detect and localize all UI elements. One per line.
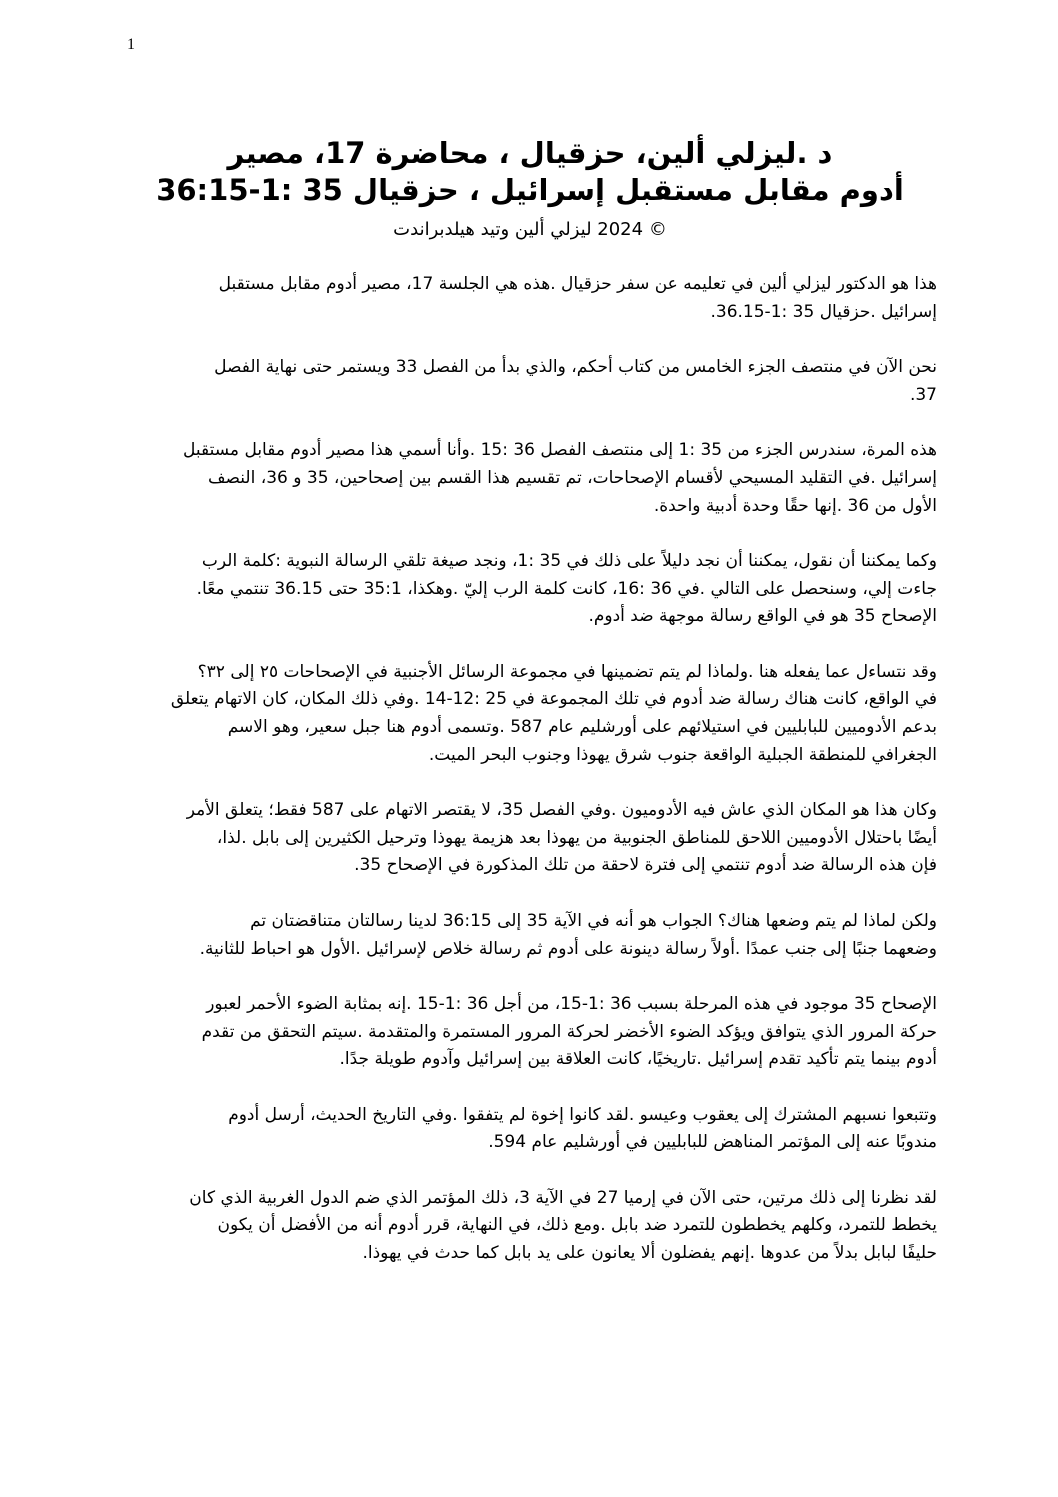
title-line: د .ليزلي ألين، حزقيال ، محاضرة 17، مصير — [227, 136, 833, 170]
paragraph — [150, 548, 937, 631]
paragraph-line: يخطط للتمرد، وكلهم يخططون للتمرد ضد بابل .ومع ذلك، في النهاية، قرر أدوم أنه من الأفضل أن يكون — [217, 1215, 937, 1236]
paragraph-line: حليفًا لبابل بدلاً من عدوها .إنهم يفضلون ألا يعانون على يد بابل كما حدث في يهوذا. — [362, 1243, 937, 1264]
paragraph-line: وتتبعوا نسبهم المشترك إلى يعقوب وعيسو .لقد كانوا إخوة لم يتفقوا .وفي التاريخ الحديث، أرسل أدوم — [228, 1104, 937, 1125]
paragraph-line: الجغرافي للمنطقة الجبلية الواقعة جنوب شرق يهوذا وجنوب البحر الميت. — [428, 744, 937, 765]
page-number: 1 — [127, 36, 135, 53]
paragraph — [150, 271, 937, 326]
paragraph-line: وكان هذا هو المكان الذي عاش فيه الأدوميون .وفي الفصل 35، لا يقتصر الاتهام على 587 فقط؛ يتعلق الأمر — [186, 800, 937, 821]
paragraph-line: حركة المرور الذي يتوافق ويؤكد الضوء الأخضر لحركة المرور المستمرة والمتقدمة .سيتم التحقق من تقدم — [201, 1021, 937, 1042]
paragraph-line: هذا هو الدكتور ليزلي ألين في تعليمه عن سفر حزقيال .هذه هي الجلسة 17، مصير أدوم مقابل مستقبل — [218, 274, 937, 294]
title-line: أدوم مقابل مستقبل إسرائيل ، حزقيال 35 :1-36:15 — [156, 173, 904, 207]
paragraph-line: الإصحاح 35 موجود في هذه المرحلة بسبب 36 :1-15، من أجل 36 :1-15 .إنه بمثابة الضوء الأحمر لعبور — [206, 993, 937, 1014]
paragraph — [150, 1185, 937, 1268]
paragraph-line: وقد نتساءل عما يفعله هنا .ولماذا لم يتم تضمينها في مجموعة الرسائل الأجنبية في الإصحاحات ٢٥ إلى ٣٢؟ — [197, 661, 937, 682]
paragraph-line: هذه المرة، سندرس الجزء من 35 :1 إلى منتصف الفصل 36 :15 .وأنا أسمي هذا مصير أدوم مقابل مستقبل — [183, 440, 937, 461]
paragraph-line: لقد نظرنا إلى ذلك مرتين، حتى الآن في إرميا 27 في الآية 3، ذلك المؤتمر الذي ضم الدول الغربية الذي كان — [189, 1187, 937, 1208]
paragraph-line: الإصحاح 35 هو في الواقع رسالة موجهة ضد أدوم. — [588, 606, 937, 627]
paragraph — [150, 1102, 937, 1157]
paragraph — [150, 659, 937, 770]
paragraph-line: ولكن لماذا لم يتم وضعها هناك؟ الجواب هو أنه في الآية 35 إلى 36:15 لدينا رسالتان متناقضتان تم — [250, 910, 937, 931]
paragraph-line: مندوبًا عنه إلى المؤتمر المناهض للبابليين في أورشليم عام 594. — [488, 1132, 937, 1153]
paragraph — [150, 908, 937, 963]
paragraph-line: في الواقع، كانت هناك رسالة ضد أدوم في تلك المجموعة في 25 :12-14 .وفي ذلك المكان، كان الاتهام يتعلق — [170, 689, 937, 710]
paragraph — [150, 354, 937, 409]
paragraph — [150, 797, 937, 880]
paragraph-line: وضعهما جنبًا إلى جنب عمدًا .أولاً رسالة دينونة على أدوم ثم رسالة خلاص لإسرائيل .الأول هو احباط للثانية. — [199, 938, 937, 959]
paragraph — [150, 991, 937, 1074]
copyright-notice: © 2024 ليزلي ألين وتيد هيلدبراندت — [393, 219, 667, 240]
paragraph-line: نحن الآن في منتصف الجزء الخامس من كتاب أحكم، والذي بدأ من الفصل 33 ويستمر حتى نهاية الفصل — [214, 357, 937, 378]
document-title — [100, 135, 960, 209]
paragraph-line: فإن هذه الرسالة ضد أدوم تنتمي إلى فترة لاحقة من تلك المذكورة في الإصحاح 35. — [354, 855, 937, 876]
paragraph-line: 37. — [909, 384, 937, 405]
paragraph-line: وكما يمكننا أن نقول، يمكننا أن نجد دليلاً على ذلك في 35 :1، ونجد صيغة تلقي الرسالة النبوية :كلمة الرب — [201, 550, 937, 571]
paragraph-line: أدوم بينما يتم تأكيد تقدم إسرائيل .تاريخيًا، كانت العلاقة بين إسرائيل وآدوم طويلة جدًا. — [339, 1049, 937, 1070]
paragraph-line: إسرائيل .في التقليد المسيحي لأقسام الإصحاحات، تم تقسيم هذا القسم بين إصحاحين، 35 و 36، النصف — [207, 467, 937, 488]
paragraph-line: إسرائيل .حزقيال 35 :1-36.15. — [710, 301, 937, 322]
paragraph-line: الأول من 36 .إنها حقًا وحدة أدبية واحدة. — [653, 495, 937, 516]
paragraph — [150, 437, 937, 520]
document-body — [150, 271, 937, 1295]
paragraph-line: جاءت إلي، وسنحصل على التالي .في 36 :16، كانت كلمة الرب إليّ .وهكذا، 35:1 حتى 36.15 تنتمي معًا. — [196, 578, 937, 599]
paragraph-line: بدعم الأدوميين للبابليين في استيلائهم على أورشليم عام 587 .وتسمى أدوم هنا جبل سعير، وهو الاسم — [227, 717, 937, 737]
paragraph-line: أيضًا باحتلال الأدوميين اللاحق للمناطق الجنوبية من يهوذا بعد هزيمة يهوذا وترحيل الكثيرين إلى بابل .لذا، — [216, 827, 937, 848]
